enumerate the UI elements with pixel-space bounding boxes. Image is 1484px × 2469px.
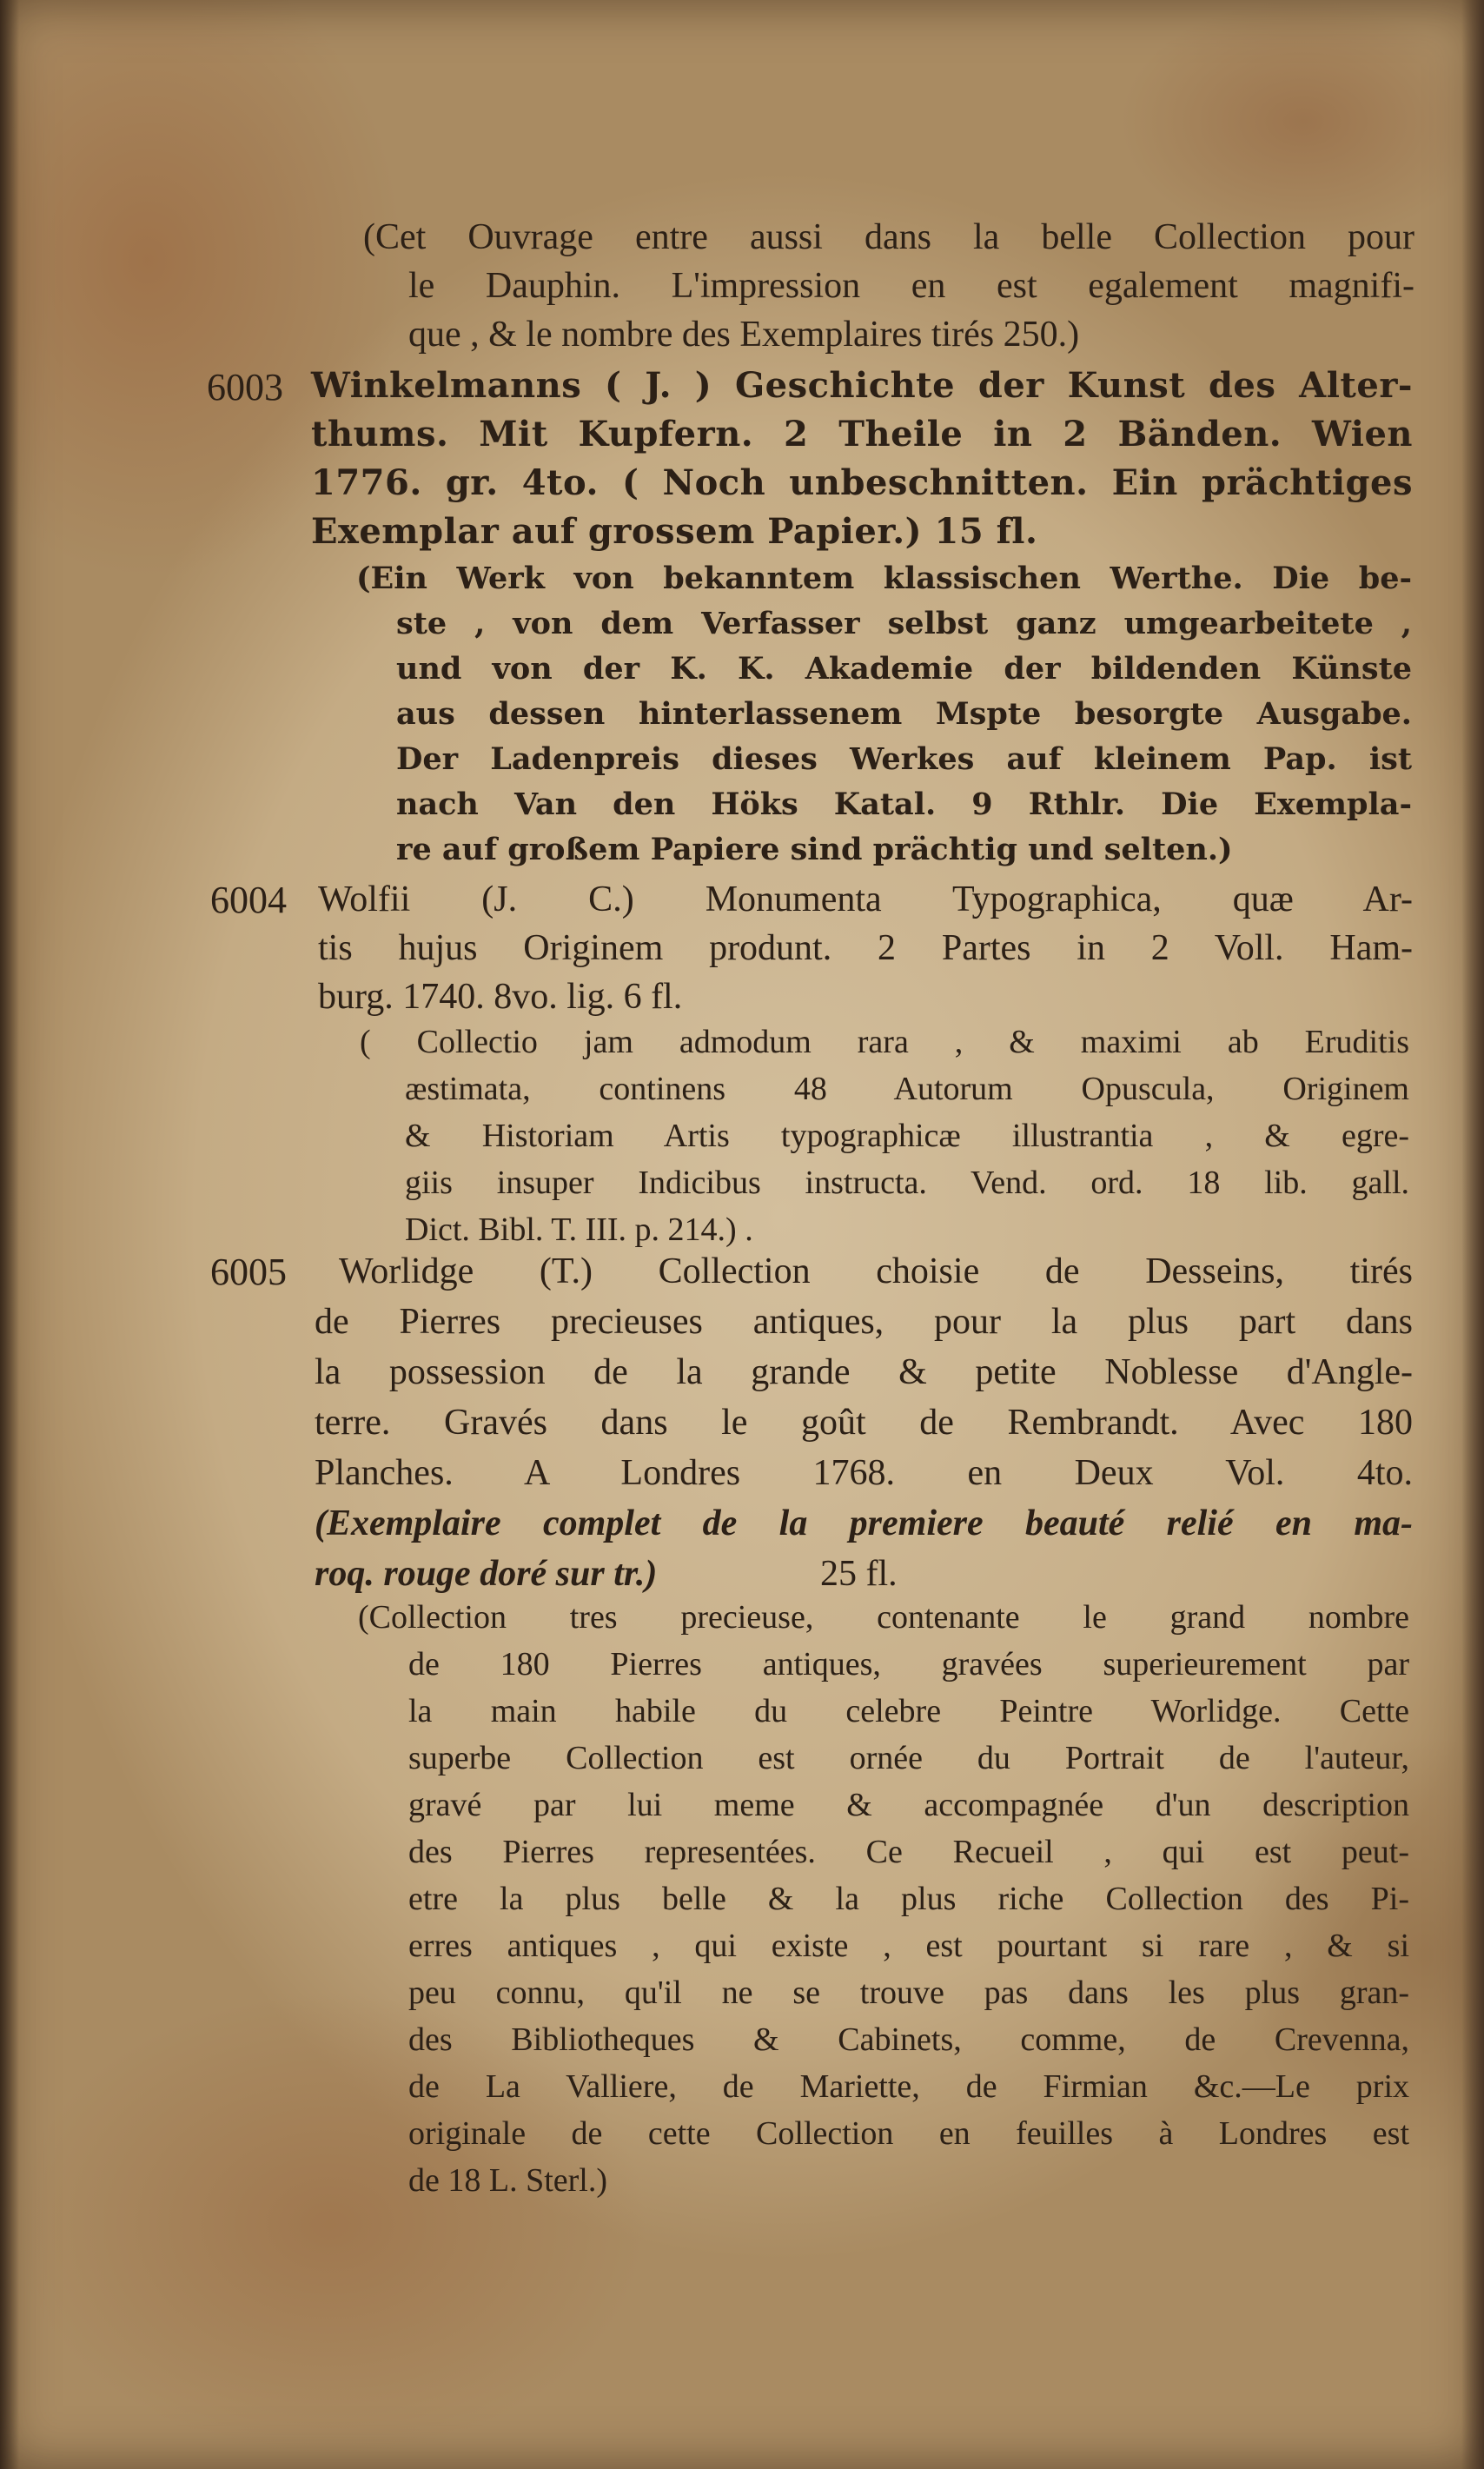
entry-note-line: aus dessen hinterlassenem Mspte besorgte Ausgabe. <box>396 696 1412 732</box>
intro-note-line: le Dauphin. L'impression en est egalement magnifi- <box>408 266 1414 306</box>
intro-note-line: que , & le nombre des Exemplaires tirés 250.) <box>408 315 1080 355</box>
entry-title-line: burg. 1740. 8vo. lig. 6 fl. <box>318 977 683 1017</box>
entry-note-line: de 18 L. Sterl.) <box>408 2162 608 2199</box>
entry-note-line: Dict. Bibl. T. III. p. 214.) . <box>405 1211 753 1248</box>
page-edge-right <box>1461 0 1484 2469</box>
entry-title-line: Exemplar auf grossem Papier.) 15 fl. <box>311 511 1038 552</box>
entry-title-line: thums. Mit Kupfern. 2 Theile in 2 Bänden. Wien <box>311 414 1413 455</box>
entry-condition-line: roq. rouge doré sur tr.) <box>315 1554 658 1594</box>
entry-note-line: de 180 Pierres antiques, gravées superieurement par <box>408 1646 1409 1683</box>
entry-note-line: (Ein Werk von bekanntem klassischen Werthe. Die be- <box>356 561 1412 596</box>
page-edge-left <box>0 0 19 2469</box>
entry-note-line: des Pierres representées. Ce Recueil , qui est peut- <box>408 1834 1409 1870</box>
entry-note-line: etre la plus belle & la plus riche Collection des Pi- <box>408 1881 1409 1917</box>
intro-note-line: (Cet Ouvrage entre aussi dans la belle Collection pour <box>363 217 1414 257</box>
entry-note-line: giis insuper Indicibus instructa. Vend. ord. 18 lib. gall. <box>405 1165 1409 1201</box>
entry-note-line: la main habile du celebre Peintre Worlidge. Cette <box>408 1693 1409 1729</box>
entry-title-line: Worlidge (T.) Collection choisie de Desseins, tirés <box>339 1251 1413 1291</box>
lot-number: 6005 <box>210 1251 287 1293</box>
entry-note-line: des Bibliotheques & Cabinets, comme, de Crevenna, <box>408 2021 1409 2058</box>
entry-title-line: tis hujus Originem produnt. 2 Partes in 2 Voll. Ham- <box>318 928 1413 968</box>
entry-note-line: (Collection tres precieuse, contenante le grand nombre <box>358 1599 1409 1636</box>
entry-note-line: nach Van den Höks Katal. 9 Rthlr. Die Exempla- <box>396 786 1412 822</box>
entry-title-line: 1776. gr. 4to. ( Noch unbeschnitten. Ein prächtiges <box>311 462 1413 503</box>
entry-price: 25 fl. <box>820 1554 898 1594</box>
lot-number: 6003 <box>207 366 283 408</box>
entry-note-line: und von der K. K. Akademie der bildenden Künste <box>396 651 1412 687</box>
entry-note-line: re auf großem Papiere sind prächtig und selten.) <box>396 832 1233 867</box>
entry-title-line: la possession de la grande & petite Noblesse d'Angle- <box>315 1352 1413 1392</box>
entry-title-line: Wolfii (J. C.) Monumenta Typographica, quæ Ar- <box>318 879 1413 919</box>
entry-note-line: erres antiques , qui existe , est pourtant si rare , & si <box>408 1928 1409 1964</box>
lot-number: 6004 <box>210 879 287 921</box>
entry-note-line: Der Ladenpreis dieses Werkes auf kleinem Pap. ist <box>396 741 1412 777</box>
entry-title-line: Winkelmanns ( J. ) Geschichte der Kunst des Alter- <box>311 365 1413 406</box>
entry-title-line: terre. Gravés dans le goût de Rembrandt. Avec 180 <box>315 1403 1413 1443</box>
entry-title-line: Planches. A Londres 1768. en Deux Vol. 4to. <box>315 1453 1413 1493</box>
entry-note-line: ste , von dem Verfasser selbst ganz umgearbeitete , <box>396 606 1412 641</box>
entry-note-line: peu connu, qu'il ne se trouve pas dans les plus gran- <box>408 1975 1409 2011</box>
entry-note-line: & Historiam Artis typographicæ illustrantia , & egre- <box>405 1118 1409 1154</box>
entry-note-line: æstimata, continens 48 Autorum Opuscula, Originem <box>405 1071 1409 1107</box>
entry-note-line: gravé par lui meme & accompagnée d'un description <box>408 1787 1409 1823</box>
entry-condition-line: (Exemplaire complet de la premiere beauté relié en ma- <box>315 1503 1413 1543</box>
entry-note-line: originale de cette Collection en feuilles à Londres est <box>408 2115 1409 2152</box>
entry-title-line: de Pierres precieuses antiques, pour la plus part dans <box>315 1302 1413 1342</box>
entry-note-line: ( Collectio jam admodum rara , & maximi ab Eruditis <box>360 1024 1409 1060</box>
entry-note-line: superbe Collection est ornée du Portrait de l'auteur, <box>408 1740 1409 1776</box>
entry-note-line: de La Valliere, de Mariette, de Firmian &c.—Le prix <box>408 2068 1409 2105</box>
